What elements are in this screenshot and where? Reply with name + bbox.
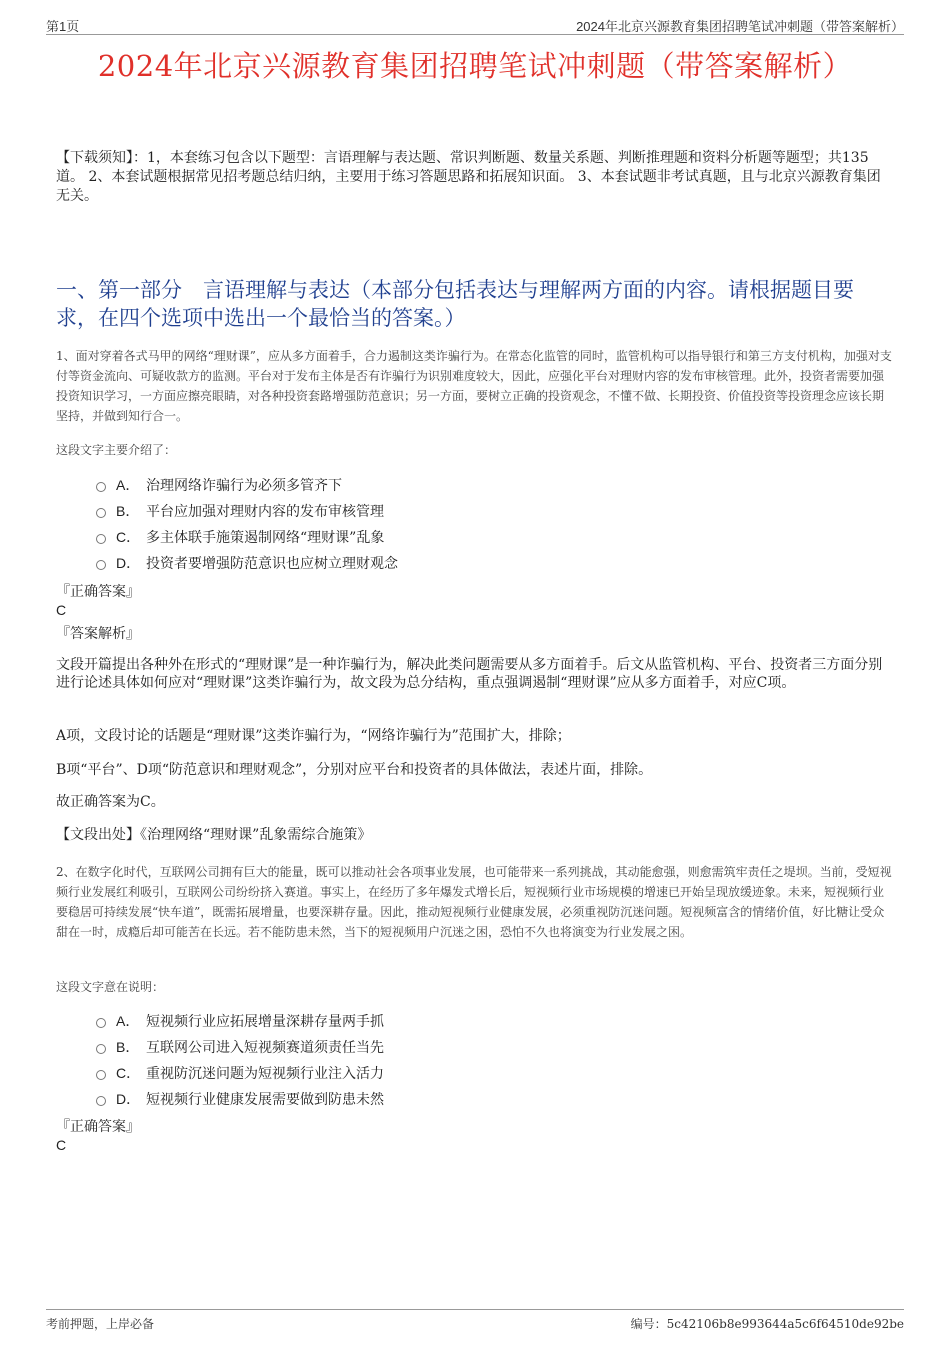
- question-1-analysis-label: 『答案解析』: [56, 626, 140, 642]
- question-1-prompt: 这段文字主要介绍了：: [56, 443, 177, 457]
- radio-icon[interactable]: [96, 482, 106, 492]
- radio-icon[interactable]: [96, 1070, 106, 1080]
- question-2-text: 2、在数字化时代，互联网公司拥有巨大的能量，既可以推动社会各项事业发展，也可能带来一系列挑战，其动能愈强，则愈需筑牢责任之堤坝。当前，受短视频行业发展红利吸引，互联网公司纷纷挤入赛道。事实上，在经历了多年爆发式增长后，短视频行业市场规模的增速已开始呈现放缓迹象。未来，短视频行业要稳居可持续发展“快车道”，既需拓展增量，也要深耕存量。因此，推动短视频行业健康发展，必须重视防沉迷问题。短视频富含的情绪价值，好比糖让受众甜在一时，成瘾后却可能苦在长远。若不能防患未然，当下的短视频用户沉迷之困，恐怕不久也将演变为行业发展之困。: [56, 865, 892, 939]
- question-2-answer-label: 『正确答案』: [56, 1119, 140, 1135]
- radio-icon[interactable]: [96, 1044, 106, 1054]
- question-1-answer: C: [56, 602, 67, 618]
- download-notice: 【下载须知】：1，本套练习包含以下题型：言语理解与表达题、常识判断题、数量关系题、判断推理题和资料分析题等题型；共135道。 2、本套试题根据常见招考题总结归纳，主要用于练习答题思路和拓展知识面。 3、本套试题非考试真题，且与北京兴源教育集团无关。: [56, 150, 881, 204]
- radio-icon[interactable]: [96, 1018, 106, 1028]
- question-2-prompt: 这段文字意在说明：: [56, 980, 165, 994]
- page-title: 2024年北京兴源教育集团招聘笔试冲刺题（带答案解析）: [97, 49, 853, 83]
- header-doc-title: 2024年北京兴源教育集团招聘笔试冲刺题（带答案解析）: [576, 19, 904, 34]
- option-text: 治理网络诈骗行为必须多管齐下: [146, 478, 342, 494]
- radio-icon[interactable]: [96, 1096, 106, 1106]
- question-1-analysis-p3: B项“平台”、D项“防范意识和理财观念”，分别对应平台和投资者的具体做法，表述片面，排除。: [56, 762, 653, 778]
- option-text: 多主体联手施策遏制网络“理财课”乱象: [146, 530, 385, 546]
- section-heading: 一、第一部分 言语理解与表达（本部分包括表达与理解两方面的内容。请根据题目要求，在四个选项中选出一个最恰当的答案。）: [56, 278, 854, 330]
- page-number: 第1页: [46, 19, 80, 34]
- page-footer: [46, 1309, 904, 1330]
- footer-doc-id: 编号：5c42106b8e993644a5c6f64510de92be: [630, 1317, 904, 1331]
- question-1-option-a[interactable]: A． 治理网络诈骗行为必须多管齐下: [96, 472, 596, 498]
- question-1-text: 1、面对穿着各式马甲的网络“理财课”，应从多方面着手，合力遏制这类诈骗行为。在常态化监管的同时，监管机构可以指导银行和第三方支付机构，加强对支付等资金流向、可疑收款方的监测。平台对于发布主体是否有诈骗行为识别难度较大，因此，应强化平台对理财内容的发布审核管理。此外，投资者需要加强投资知识学习，一方面应擦亮眼睛，对各种投资套路增强防范意识；另一方面，要树立正确的投资观念，不懂不做、长期投资、价值投资等投资理念应该长期坚持，并做到知行合一。: [56, 349, 892, 423]
- question-2-options: [96, 1008, 596, 1112]
- page-header: [46, 14, 904, 35]
- question-1-analysis-p1: 文段开篇提出各种外在形式的“理财课”是一种诈骗行为，解决此类问题需要从多方面着手。后文从监管机构、平台、投资者三方面分别进行论述具体如何应对“理财课”这类诈骗行为，故文段为总分结构，重点强调遏制“理财课”应从多方面着手，对应C项。: [56, 657, 883, 691]
- question-2-option-b[interactable]: B． 互联网公司进入短视频赛道须责任当先: [96, 1034, 596, 1060]
- question-1-options: [96, 472, 596, 576]
- question-1-option-c[interactable]: C． 多主体联手施策遏制网络“理财课”乱象: [96, 524, 596, 550]
- question-1-analysis-p2: A项，文段讨论的话题是“理财课”这类诈骗行为，“网络诈骗行为”范围扩大，排除；: [56, 728, 571, 744]
- question-2-answer: C: [56, 1137, 67, 1153]
- question-1-option-d[interactable]: D． 投资者要增强防范意识也应树立理财观念: [96, 550, 596, 576]
- question-1-source: 【文段出处】《治理网络“理财课”乱象需综合施策》: [56, 827, 372, 843]
- option-text: 重视防沉迷问题为短视频行业注入活力: [146, 1066, 384, 1082]
- radio-icon[interactable]: [96, 534, 106, 544]
- option-text: 短视频行业健康发展需要做到防患未然: [146, 1092, 384, 1108]
- question-2-option-d[interactable]: D． 短视频行业健康发展需要做到防患未然: [96, 1086, 596, 1112]
- footer-slogan: 考前押题，上岸必备: [46, 1317, 155, 1331]
- radio-icon[interactable]: [96, 560, 106, 570]
- question-1-option-b[interactable]: B． 平台应加强对理财内容的发布审核管理: [96, 498, 596, 524]
- question-1-analysis-p4: 故正确答案为C。: [56, 794, 165, 810]
- option-text: 短视频行业应拓展增量深耕存量两手抓: [146, 1014, 384, 1030]
- question-2-option-a[interactable]: A． 短视频行业应拓展增量深耕存量两手抓: [96, 1008, 596, 1034]
- option-text: 投资者要增强防范意识也应树立理财观念: [146, 556, 398, 572]
- option-text: 平台应加强对理财内容的发布审核管理: [146, 504, 384, 520]
- question-1-answer-label: 『正确答案』: [56, 584, 140, 600]
- question-2-option-c[interactable]: C． 重视防沉迷问题为短视频行业注入活力: [96, 1060, 596, 1086]
- radio-icon[interactable]: [96, 508, 106, 518]
- option-text: 互联网公司进入短视频赛道须责任当先: [146, 1040, 384, 1056]
